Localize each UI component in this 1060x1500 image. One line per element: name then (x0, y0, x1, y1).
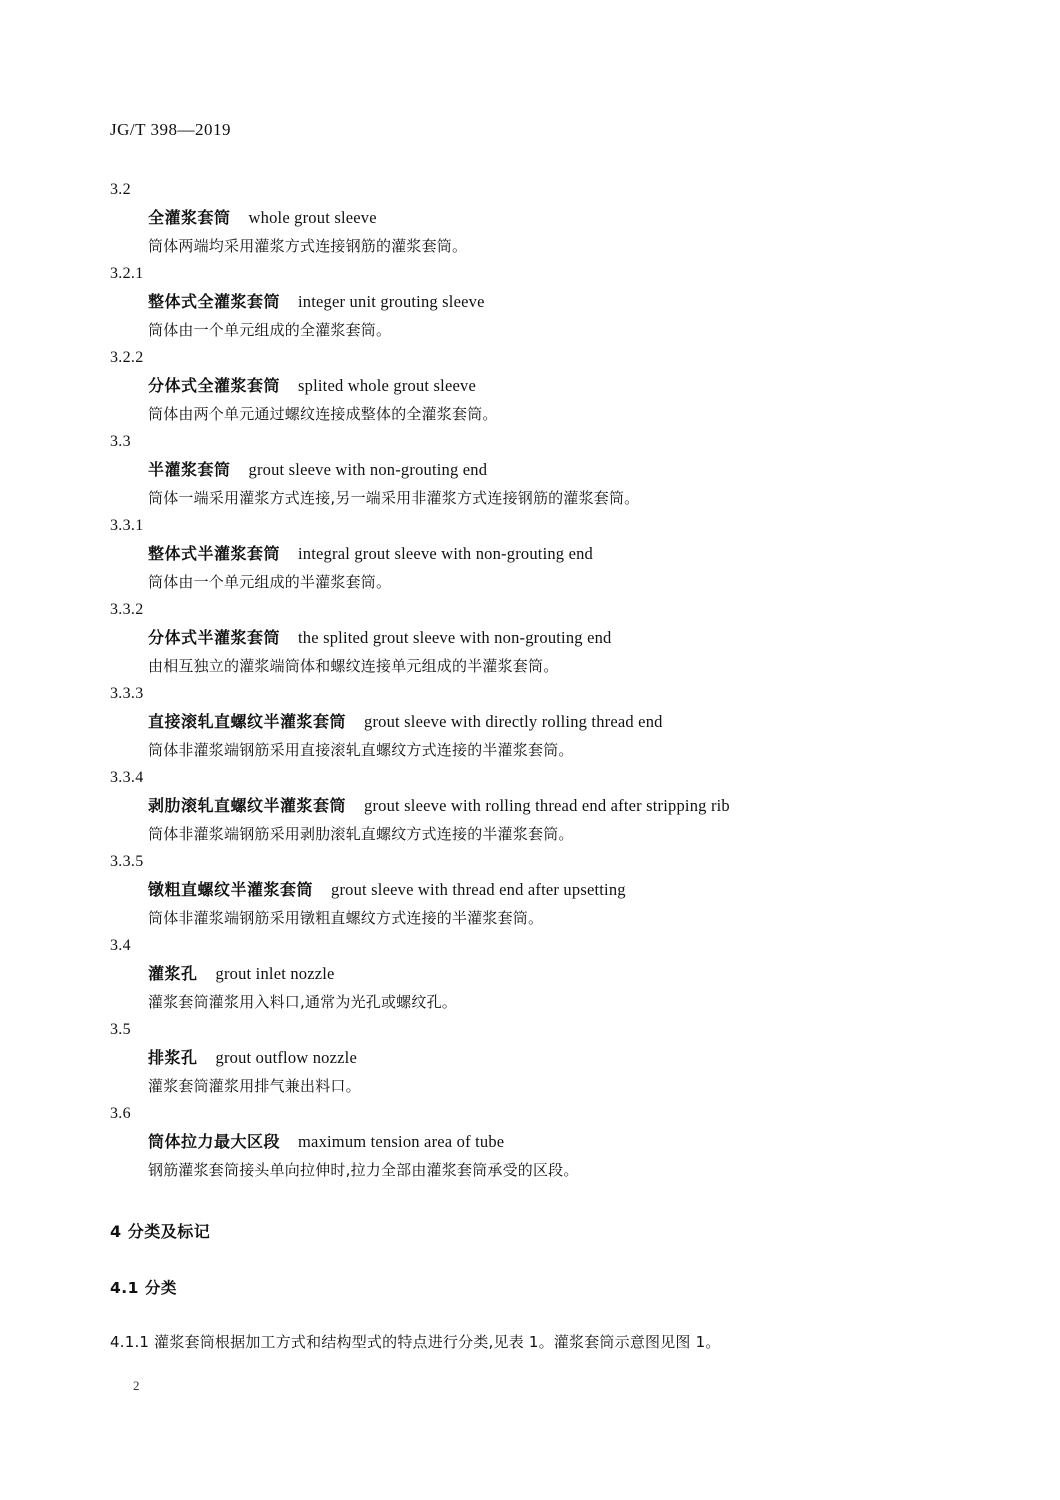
term-english: grout sleeve with directly rolling thread end (364, 712, 663, 731)
term-line (148, 624, 950, 652)
clause-number: 3.3.4 (110, 769, 144, 786)
term-chinese: 分体式半灌浆套筒 (148, 628, 281, 647)
term-chinese: 筒体拉力最大区段 (148, 1132, 281, 1151)
term-chinese: 镦粗直螺纹半灌浆套筒 (148, 880, 314, 899)
term-line (148, 540, 950, 568)
clause-number: 3.2 (110, 181, 131, 198)
term-entry (110, 932, 950, 1016)
section-4-1-heading: 4.1 分类 (110, 1279, 177, 1297)
term-english: grout outflow nozzle (215, 1048, 357, 1067)
term-chinese: 整体式全灌浆套筒 (148, 292, 281, 311)
term-chinese: 整体式半灌浆套筒 (148, 544, 281, 563)
term-definition: 筒体由一个单元组成的半灌浆套筒。 (148, 573, 392, 591)
term-entry (110, 764, 950, 848)
page-content (110, 120, 950, 1356)
term-chinese: 直接滚轧直螺纹半灌浆套筒 (148, 712, 347, 731)
clause-number: 3.3 (110, 433, 131, 450)
term-line (148, 876, 950, 904)
term-definition: 筒体两端均采用灌浆方式连接钢筋的灌浆套筒。 (148, 237, 468, 255)
chapter-4-heading: 4 分类及标记 (110, 1222, 211, 1241)
term-definition: 由相互独立的灌浆端筒体和螺纹连接单元组成的半灌浆套筒。 (148, 657, 559, 675)
term-chinese: 分体式全灌浆套筒 (148, 376, 281, 395)
term-english: grout sleeve with rolling thread end after stripping rib (364, 796, 730, 815)
term-entry (110, 260, 950, 344)
term-entry (110, 1016, 950, 1100)
clause-number: 3.4 (110, 937, 131, 954)
term-english: grout sleeve with non-grouting end (248, 460, 488, 479)
term-chinese: 排浆孔 (148, 1048, 198, 1067)
clause-number: 3.3.3 (110, 685, 144, 702)
clause-number: 3.2.1 (110, 265, 144, 282)
term-line (148, 372, 950, 400)
term-entry (110, 512, 950, 596)
term-line (148, 456, 950, 484)
term-chinese: 半灌浆套筒 (148, 460, 231, 479)
term-english: grout inlet nozzle (215, 964, 335, 983)
term-english: the splited grout sleeve with non-grouting end (298, 628, 612, 647)
term-entry (110, 848, 950, 932)
clause-number: 3.6 (110, 1105, 131, 1122)
term-english: splited whole grout sleeve (298, 376, 476, 395)
term-line (148, 204, 950, 232)
term-english: maximum tension area of tube (298, 1132, 505, 1151)
term-english: integer unit grouting sleeve (298, 292, 485, 311)
term-definition: 筒体非灌浆端钢筋采用镦粗直螺纹方式连接的半灌浆套筒。 (148, 909, 544, 927)
term-definition: 筒体一端采用灌浆方式连接,另一端采用非灌浆方式连接钢筋的灌浆套筒。 (148, 489, 640, 507)
term-line (148, 960, 950, 988)
term-english: grout sleeve with thread end after upsetting (331, 880, 626, 899)
term-definition: 筒体非灌浆端钢筋采用直接滚轧直螺纹方式连接的半灌浆套筒。 (148, 741, 574, 759)
document-header: JG/T 398—2019 (110, 120, 231, 139)
clause-4-1-1-paragraph: 4.1.1 灌浆套筒根据加工方式和结构型式的特点进行分类,见表 1。灌浆套筒示意图见图 1。 (110, 1333, 721, 1351)
term-definition: 筒体由两个单元通过螺纹连接成整体的全灌浆套筒。 (148, 405, 498, 423)
term-line (148, 288, 950, 316)
term-definition: 灌浆套筒灌浆用排气兼出料口。 (148, 1077, 361, 1095)
term-line (148, 792, 950, 820)
clause-number: 3.2.2 (110, 349, 144, 366)
term-definition: 筒体由一个单元组成的全灌浆套筒。 (148, 321, 392, 339)
clause-number: 3.3.5 (110, 853, 144, 870)
term-entry (110, 680, 950, 764)
term-line (148, 708, 950, 736)
term-entry (110, 176, 950, 260)
term-definition: 灌浆套筒灌浆用入料口,通常为光孔或螺纹孔。 (148, 993, 457, 1011)
clause-number: 3.5 (110, 1021, 131, 1038)
term-chinese: 剥肋滚轧直螺纹半灌浆套筒 (148, 796, 347, 815)
term-entry (110, 428, 950, 512)
term-entry (110, 1100, 950, 1184)
term-english: whole grout sleeve (248, 208, 377, 227)
clause-number: 3.3.2 (110, 601, 144, 618)
term-line (148, 1044, 950, 1072)
term-definition: 筒体非灌浆端钢筋采用剥肋滚轧直螺纹方式连接的半灌浆套筒。 (148, 825, 574, 843)
term-definition: 钢筋灌浆套筒接头单向拉伸时,拉力全部由灌浆套筒承受的区段。 (148, 1161, 579, 1179)
term-entry (110, 596, 950, 680)
term-english: integral grout sleeve with non-grouting end (298, 544, 594, 563)
term-entry (110, 344, 950, 428)
term-chinese: 全灌浆套筒 (148, 208, 231, 227)
clause-number: 3.3.1 (110, 517, 144, 534)
term-line (148, 1128, 950, 1156)
term-chinese: 灌浆孔 (148, 964, 198, 983)
page-number: 2 (133, 1378, 140, 1393)
